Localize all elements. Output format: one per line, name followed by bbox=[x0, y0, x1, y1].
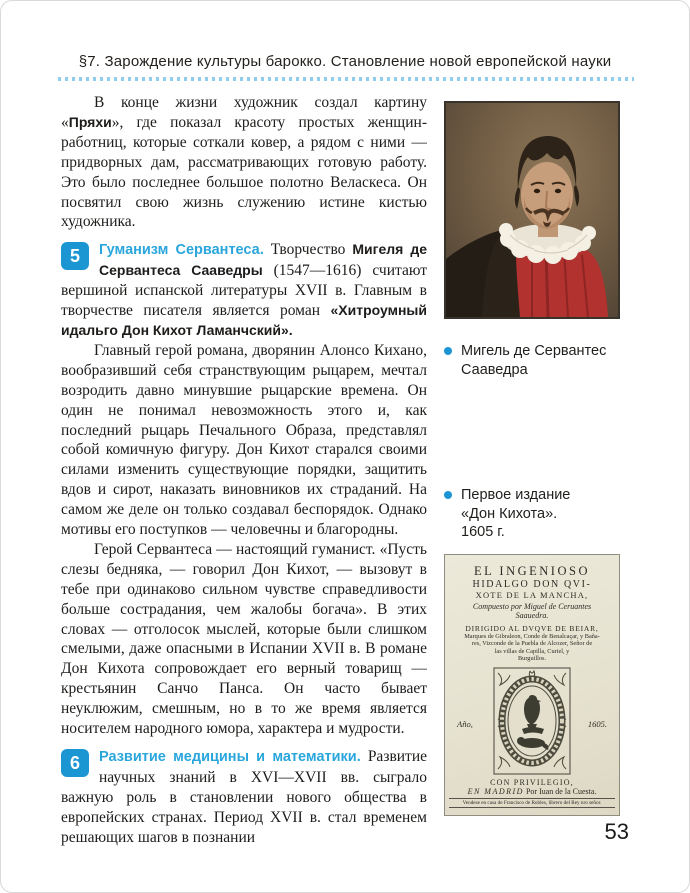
caption-text bbox=[461, 486, 570, 542]
caption-line: 1605 г. bbox=[461, 524, 505, 540]
cover-dedication-line: Burguillos. bbox=[517, 655, 547, 663]
text-run: В конце жизни художник создал картину « bbox=[61, 94, 427, 131]
cover-imprint-city: EN MADRID bbox=[467, 786, 524, 796]
cover-dedication-line: Marques de Gibraleon, Conde de Benalcaçar, y Baña- bbox=[464, 632, 600, 640]
text-run: Развитие научных знаний в XVI—XVII вв. сыграло важную роль в становлении нового общества в европейских странах. Период XVII в. стал временем решающих шагов в познании bbox=[61, 748, 427, 846]
page-number: 53 bbox=[604, 819, 629, 844]
paragraph-don-quixote: Главный герой романа, дворянин Алонсо Кихано, вообразивший себя странствующим рыцарем, мечтал возродить давно минувшие рыцарские времена. Он один не понимал невозможность этого и, как последний рыцарь Печального Образа, представлял собой комичную фигуру. Дон Кихот старался своими силами изменить существующие порядки, защитить вдов и сирот, наказать виновников их страданий. На самом же деле он только создавал беспорядок. Однако мотивы его поступков — человечны и благородны. bbox=[61, 341, 427, 539]
cover-dedication-line: res, Vizconde de la Puebla de Alcozer, Señor de bbox=[471, 640, 593, 648]
cover-byline-line: Saauedra. bbox=[515, 611, 549, 620]
bullet-icon bbox=[444, 347, 452, 355]
portrait-caption bbox=[444, 342, 620, 379]
cover-title-line: XOTE DE LA MANCHA, bbox=[475, 589, 589, 600]
cervantes-portrait-illustration bbox=[446, 103, 618, 317]
bold-term: Мигеля де Сервантеса Сааведры bbox=[99, 241, 427, 279]
cover-byline-line: Compuesto por Miguel de Ceruantes bbox=[472, 601, 592, 611]
edition-caption bbox=[444, 486, 620, 542]
cover-imprint bbox=[445, 787, 619, 796]
caption-line: Сааведра bbox=[461, 361, 528, 378]
printer-emblem-illustration bbox=[457, 667, 607, 775]
caption-line: Первое издание bbox=[461, 487, 571, 503]
chapter-header: §7. Зарождение культуры барокко. Становление новой европейской науки bbox=[78, 53, 612, 70]
bullet-icon bbox=[444, 491, 452, 499]
cover-imprint-printer: Por Iuan de la Cuesta. bbox=[523, 786, 597, 796]
section-title: Развитие медицины и математики. bbox=[99, 749, 361, 765]
printer-emblem bbox=[457, 667, 607, 775]
cervantes-portrait bbox=[444, 101, 620, 319]
cover-title-line: EL INGENIOSO bbox=[474, 563, 590, 578]
cover-year-value: 1605. bbox=[587, 718, 607, 729]
paragraph-humanist: Герой Сервантеса — настоящий гуманист. «Пусть слезы бедняка, — говорил Дон Кихот, — вызовут в тебе при одинаково сильном чувстве справедливости больше сострадания, чем жалобы богача». В этих словах — отголосок мыслей, которые были слишком смелыми, даже опасными в Испании XVII в. В романе Дон Кихота сопровождает его верный товарищ — крестьянин Санчо Панса. Он часто бывает неуклюжим, смешным, но в то же время является носителем народного юмора, характера и мудрости. bbox=[61, 540, 427, 738]
paragraph-velazquez bbox=[61, 93, 427, 232]
text-run: », где показал красоту простых женщин-работниц, которые соткали ковер, а рядом с ними — придворных дам, рассматривающих готовую работу. Это было последнее большое полотно Веласкеса. Он посвятил свою жизнь служению истине кистью художника. bbox=[61, 113, 427, 231]
cover-byline bbox=[445, 602, 619, 621]
don-quixote-title-page bbox=[444, 554, 620, 816]
cover-dedication-line: las villas de Capilla, Curiel, y bbox=[494, 647, 570, 655]
dotted-rule bbox=[58, 77, 634, 81]
section-title: Гуманизм Сервантеса. bbox=[99, 242, 264, 259]
caption-line: Мигель де Сервантес bbox=[461, 343, 607, 359]
cover-year-label: Año, bbox=[457, 718, 473, 729]
section-5 bbox=[61, 240, 427, 341]
cover-dedication bbox=[445, 633, 619, 663]
bold-term: Пряхи bbox=[68, 113, 112, 130]
sidebar-column bbox=[444, 101, 620, 816]
section-number-badge: 5 bbox=[61, 242, 89, 270]
bold-term: «Хитроумный идальго Дон Кихот Ламанчский». bbox=[61, 302, 427, 338]
caption-line: «Дон Кихота». bbox=[461, 505, 558, 522]
text-run: (1547—1616) считают вершиной испанской литературы XVII в. Главным в творчестве писателя является роман bbox=[61, 262, 427, 320]
text-run: Творчество bbox=[263, 241, 353, 259]
section-number-badge: 6 bbox=[61, 749, 89, 777]
cover-seller-line: Vendese en casa de Francisco de Robles, librero del Rey nro señor. bbox=[449, 798, 615, 808]
cover-title-line: HIDALGO DON QVI- bbox=[472, 578, 592, 590]
cover-dedication: DIRIGIDO AL DVQVE DE BEIAR, bbox=[465, 623, 599, 633]
caption-text bbox=[461, 342, 606, 379]
cover-privilege: CON PRIVILEGIO, bbox=[490, 777, 574, 787]
main-text-column bbox=[61, 93, 427, 885]
section-6 bbox=[61, 747, 427, 848]
